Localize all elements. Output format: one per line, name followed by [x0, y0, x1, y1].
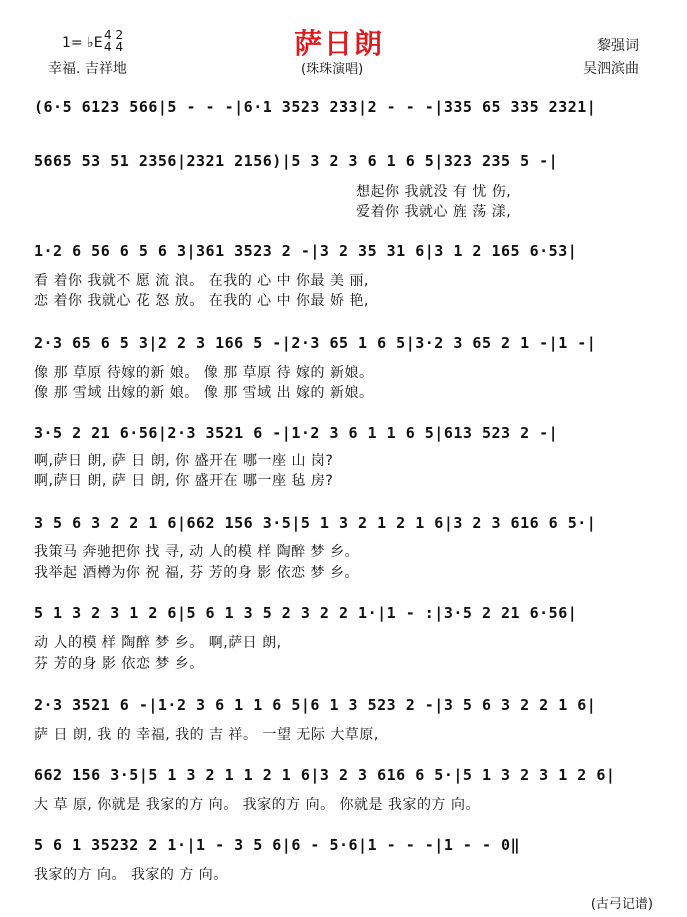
lyric-line-5a: 啊,萨日 朗, 萨 日 朗, 你 盛开在 哪一座 山 岗?: [34, 453, 334, 469]
lyric-line-2b: 爱着你 我就心 旌 荡 漾,: [356, 204, 512, 220]
notation-line-4: 2·3 65 6 5 3|2 2 3 166 5 -|2·3 65 1 6 5|3·2 3 65 2 1 -|1 -|: [34, 334, 597, 352]
notation-line-8: 2·3 3521 6 -|1·2 3 6 1 1 6 5|6 1 3 523 2 -|3 5 6 3 2 2 1 6|: [34, 696, 597, 714]
lyric-line-4a: 像 那 草原 待嫁的新 娘。 像 那 草原 待 嫁的 新娘。: [34, 365, 374, 381]
notation-line-2: 5665 53 51 2356|2321 2156)|5 3 2 3 6 1 6 5|323 235 5 -|: [34, 152, 559, 170]
song-subtitle: (珠珠演唱): [301, 62, 364, 77]
notation-line-7: 5 1 3 2 3 1 2 6|5 6 1 3 5 2 3 2 2 1·|1 - :|3·5 2 21 6·56|: [34, 604, 578, 622]
song-title: 萨日朗: [294, 27, 385, 60]
lyric-line-3a: 看 着你 我就不 愿 流 浪。 在我的 心 中 你最 美 丽,: [34, 273, 369, 289]
lyric-line-7a: 动 人的模 样 陶醉 梦 乡。 啊,萨日 朗,: [34, 635, 282, 651]
notation-line-1: (6·5 6123 566|5 - - -|6·1 3523 233|2 - - -|335 65 335 2321|: [34, 98, 597, 116]
lyric-line-3b: 恋 着你 我就心 花 怒 放。 在我的 心 中 你最 娇 艳,: [34, 293, 369, 309]
lyric-line-10: 我家的方 向。 我家的 方 向。: [34, 867, 228, 883]
composer: 吴泗滨曲: [583, 61, 639, 77]
lyric-line-6a: 我策马 奔驰把你 找 寻, 动 人的模 样 陶醉 梦 乡。: [34, 544, 360, 560]
lyricist: 黎强词: [597, 38, 639, 54]
notation-line-9: 662 156 3·5|5 1 3 2 1 1 2 1 6|3 2 3 616 6 5·|5 1 3 2 3 1 2 6|: [34, 766, 616, 784]
tempo-style: 幸福. 吉祥地: [48, 61, 127, 77]
notation-line-5: 3·5 2 21 6·56|2·3 3521 6 -|1·2 3 6 1 1 6 5|613 523 2 -|: [34, 424, 559, 442]
transcriber-credit: (古弓记谱): [590, 897, 653, 912]
lyric-line-4b: 像 那 雪域 出嫁的新 娘。 像 那 雪域 出 嫁的 新娘。: [34, 385, 374, 401]
notation-line-6: 3 5 6 3 2 2 1 6|662 156 3·5|5 1 3 2 1 2 1 6|3 2 3 616 6 5·|: [34, 514, 597, 532]
notation-line-10: 5 6 1 35232 2 1·|1 - 3 5 6|6 - 5·6|1 - - -|1 - - 0‖: [34, 836, 521, 854]
time-signature-text: 4 2 4 4: [104, 28, 124, 54]
lyric-line-6b: 我举起 酒樽为你 祝 福, 芬 芳的身 影 依恋 梦 乡。: [34, 565, 360, 581]
lyric-line-8: 萨 日 朗, 我 的 幸福, 我的 吉 祥。 一望 无际 大草原,: [34, 727, 379, 743]
key-signature: 1= ♭E: [62, 35, 103, 51]
notation-line-3: 1·2 6 56 6 5 6 3|361 3523 2 -|3 2 35 31 6|3 1 2 165 6·53|: [34, 242, 578, 260]
time-signature: [104, 29, 123, 53]
lyric-line-9: 大 草 原, 你就是 我家的方 向。 我家的方 向。 你就是 我家的方 向。: [34, 797, 480, 813]
lyric-line-2a: 想起你 我就没 有 忧 伤,: [356, 184, 512, 200]
lyric-line-7b: 芬 芳的身 影 依恋 梦 乡。: [34, 656, 204, 672]
lyric-line-5b: 啊,萨日 朗, 萨 日 朗, 你 盛开在 哪一座 毡 房?: [34, 473, 334, 489]
